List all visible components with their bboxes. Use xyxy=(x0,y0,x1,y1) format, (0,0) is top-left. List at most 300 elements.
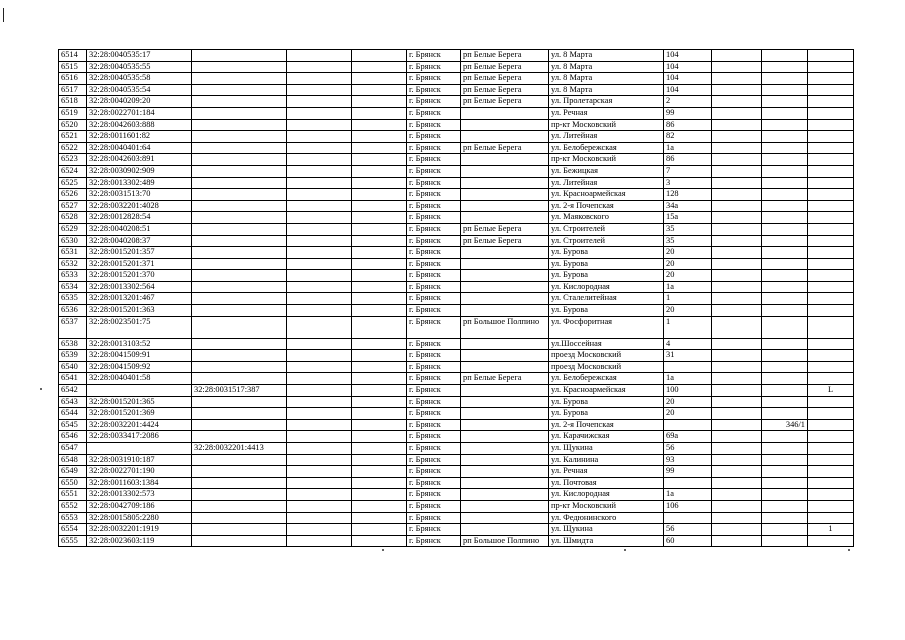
street-cell: ул.Шоссейная xyxy=(549,338,664,350)
scan-dust-mark xyxy=(624,549,626,551)
street-cell: ул. Бурова xyxy=(549,270,664,282)
cadastral-number-alt xyxy=(192,73,287,85)
street-cell: ул. Литейная xyxy=(549,131,664,143)
blank-cell xyxy=(712,281,762,293)
blank-cell xyxy=(287,443,352,455)
table-row xyxy=(59,477,854,489)
row-number: 6522 xyxy=(59,142,87,154)
blank-cell xyxy=(287,247,352,259)
city-cell: г. Брянск xyxy=(407,396,461,408)
street-cell: ул. Сталелитейная xyxy=(549,293,664,305)
cadastral-number-alt xyxy=(192,177,287,189)
blank-cell xyxy=(287,361,352,373)
note-cell xyxy=(808,50,854,62)
blank-cell xyxy=(287,477,352,489)
blank-cell xyxy=(287,466,352,478)
settlement-cell xyxy=(461,396,549,408)
blank-cell xyxy=(352,61,407,73)
table-row xyxy=(59,512,854,524)
house-number-cell: 20 xyxy=(664,247,712,259)
building-number-cell xyxy=(762,165,808,177)
city-cell: г. Брянск xyxy=(407,431,461,443)
street-cell: ул. Калинина xyxy=(549,454,664,466)
cadastral-number-alt xyxy=(192,223,287,235)
city-cell: г. Брянск xyxy=(407,119,461,131)
note-cell xyxy=(808,142,854,154)
cadastral-number-alt xyxy=(192,142,287,154)
table-row xyxy=(59,408,854,420)
city-cell: г. Брянск xyxy=(407,212,461,224)
blank-cell xyxy=(287,189,352,201)
blank-cell xyxy=(352,84,407,96)
city-cell: г. Брянск xyxy=(407,408,461,420)
house-number-cell: 35 xyxy=(664,223,712,235)
table-row xyxy=(59,165,854,177)
city-cell: г. Брянск xyxy=(407,524,461,536)
blank-cell xyxy=(352,50,407,62)
table-row xyxy=(59,177,854,189)
row-number: 6514 xyxy=(59,50,87,62)
row-number: 6515 xyxy=(59,61,87,73)
street-cell: ул. Карачижская xyxy=(549,431,664,443)
cadastral-number-alt xyxy=(192,338,287,350)
blank-cell xyxy=(352,270,407,282)
street-cell: ул. Почтовая xyxy=(549,477,664,489)
cadastral-number-alt xyxy=(192,281,287,293)
city-cell: г. Брянск xyxy=(407,177,461,189)
cadastral-number: 32:28:0013201:467 xyxy=(87,293,192,305)
cadastral-number-alt xyxy=(192,373,287,385)
blank-cell xyxy=(352,443,407,455)
blank-cell xyxy=(712,396,762,408)
blank-cell xyxy=(712,293,762,305)
street-cell: ул. Бурова xyxy=(549,305,664,317)
note-cell xyxy=(808,235,854,247)
cadastral-number-alt xyxy=(192,431,287,443)
building-number-cell xyxy=(762,154,808,166)
table-row xyxy=(59,524,854,536)
row-number: 6526 xyxy=(59,189,87,201)
house-number-cell: 1 xyxy=(664,316,712,338)
building-number-cell xyxy=(762,131,808,143)
table-row xyxy=(59,212,854,224)
settlement-cell xyxy=(461,200,549,212)
city-cell: г. Брянск xyxy=(407,61,461,73)
house-number-cell: 20 xyxy=(664,258,712,270)
house-number-cell: 20 xyxy=(664,305,712,317)
city-cell: г. Брянск xyxy=(407,443,461,455)
city-cell: г. Брянск xyxy=(407,373,461,385)
row-number: 6551 xyxy=(59,489,87,501)
cadastral-number: 32:28:0042603:888 xyxy=(87,119,192,131)
building-number-cell xyxy=(762,512,808,524)
cadastral-number: 32:28:0011601:82 xyxy=(87,131,192,143)
house-number-cell: 31 xyxy=(664,350,712,362)
note-cell xyxy=(808,293,854,305)
building-number-cell xyxy=(762,119,808,131)
settlement-cell: рп Белые Берега xyxy=(461,373,549,385)
table-row xyxy=(59,293,854,305)
note-cell xyxy=(808,431,854,443)
street-cell: ул. Белобережская xyxy=(549,142,664,154)
note-cell xyxy=(808,316,854,338)
house-number-cell: 93 xyxy=(664,454,712,466)
street-cell: ул. 8 Марта xyxy=(549,61,664,73)
settlement-cell xyxy=(461,431,549,443)
cadastral-number-alt xyxy=(192,454,287,466)
blank-cell xyxy=(352,396,407,408)
cadastral-number: 32:28:0040535:55 xyxy=(87,61,192,73)
cadastral-number-alt xyxy=(192,535,287,547)
cadastral-number-alt xyxy=(192,200,287,212)
city-cell: г. Брянск xyxy=(407,247,461,259)
blank-cell xyxy=(712,142,762,154)
blank-cell xyxy=(712,466,762,478)
street-cell: ул. Строителей xyxy=(549,223,664,235)
blank-cell xyxy=(352,466,407,478)
building-number-cell xyxy=(762,281,808,293)
settlement-cell: рп Белые Берега xyxy=(461,73,549,85)
row-number: 6536 xyxy=(59,305,87,317)
blank-cell xyxy=(287,535,352,547)
note-cell xyxy=(808,338,854,350)
building-number-cell xyxy=(762,338,808,350)
blank-cell xyxy=(712,200,762,212)
settlement-cell xyxy=(461,443,549,455)
blank-cell xyxy=(287,431,352,443)
house-number-cell: 100 xyxy=(664,385,712,397)
blank-cell xyxy=(712,247,762,259)
city-cell: г. Брянск xyxy=(407,305,461,317)
city-cell: г. Брянск xyxy=(407,466,461,478)
cadastral-number: 32:28:0031910:187 xyxy=(87,454,192,466)
house-number-cell: 35 xyxy=(664,235,712,247)
blank-cell xyxy=(287,500,352,512)
settlement-cell xyxy=(461,119,549,131)
street-cell: ул. Бурова xyxy=(549,258,664,270)
blank-cell xyxy=(287,107,352,119)
row-number: 6532 xyxy=(59,258,87,270)
house-number-cell: 104 xyxy=(664,61,712,73)
blank-cell xyxy=(287,223,352,235)
street-cell: ул. Фосфоритная xyxy=(549,316,664,338)
blank-cell xyxy=(712,61,762,73)
cadastral-number xyxy=(87,385,192,397)
note-cell xyxy=(808,131,854,143)
note-cell xyxy=(808,350,854,362)
building-number-cell xyxy=(762,477,808,489)
building-number-cell xyxy=(762,223,808,235)
cadastral-number: 32:28:0042709:186 xyxy=(87,500,192,512)
blank-cell xyxy=(712,165,762,177)
scan-dust-mark xyxy=(382,549,384,551)
blank-cell xyxy=(352,305,407,317)
house-number-cell: 3 xyxy=(664,177,712,189)
cadastral-number-alt xyxy=(192,154,287,166)
cadastral-number-alt xyxy=(192,350,287,362)
city-cell: г. Брянск xyxy=(407,512,461,524)
blank-cell xyxy=(712,477,762,489)
building-number-cell xyxy=(762,316,808,338)
settlement-cell xyxy=(461,131,549,143)
table-row xyxy=(59,385,854,397)
street-cell: ул. Бурова xyxy=(549,408,664,420)
building-number-cell xyxy=(762,489,808,501)
note-cell xyxy=(808,443,854,455)
note-cell xyxy=(808,96,854,108)
street-cell: ул. 8 Марта xyxy=(549,73,664,85)
street-cell: ул. Литейная xyxy=(549,177,664,189)
building-number-cell xyxy=(762,293,808,305)
blank-cell xyxy=(287,270,352,282)
blank-cell xyxy=(287,50,352,62)
street-cell: ул. Щукина xyxy=(549,524,664,536)
note-cell xyxy=(808,466,854,478)
house-number-cell xyxy=(664,512,712,524)
cadastral-number-alt: 32:28:0031517:387 xyxy=(192,385,287,397)
blank-cell xyxy=(287,73,352,85)
settlement-cell: рп Большое Полпино xyxy=(461,535,549,547)
note-cell xyxy=(808,200,854,212)
cadastral-number-alt xyxy=(192,61,287,73)
building-number-cell xyxy=(762,454,808,466)
cadastral-number: 32:28:0013302:564 xyxy=(87,281,192,293)
row-number: 6547 xyxy=(59,443,87,455)
row-number: 6546 xyxy=(59,431,87,443)
settlement-cell xyxy=(461,293,549,305)
note-cell: L xyxy=(808,385,854,397)
street-cell: ул. 2-я Почепская xyxy=(549,419,664,431)
blank-cell xyxy=(287,316,352,338)
blank-cell xyxy=(287,131,352,143)
cadastral-number: 32:28:0032201:4028 xyxy=(87,200,192,212)
house-number-cell: 7 xyxy=(664,165,712,177)
blank-cell xyxy=(712,350,762,362)
city-cell: г. Брянск xyxy=(407,223,461,235)
table-row xyxy=(59,443,854,455)
scan-dust-mark xyxy=(40,388,42,390)
settlement-cell: рп Белые Берега xyxy=(461,84,549,96)
cadastral-number-alt xyxy=(192,419,287,431)
blank-cell xyxy=(287,305,352,317)
city-cell: г. Брянск xyxy=(407,338,461,350)
settlement-cell xyxy=(461,408,549,420)
city-cell: г. Брянск xyxy=(407,500,461,512)
blank-cell xyxy=(712,431,762,443)
note-cell xyxy=(808,84,854,96)
blank-cell xyxy=(352,177,407,189)
blank-cell xyxy=(712,524,762,536)
cadastral-number: 32:28:0032201:1919 xyxy=(87,524,192,536)
street-cell: пр-кт Московский xyxy=(549,500,664,512)
blank-cell xyxy=(352,293,407,305)
building-number-cell xyxy=(762,84,808,96)
cadastral-number xyxy=(87,443,192,455)
table-row xyxy=(59,107,854,119)
note-cell xyxy=(808,500,854,512)
building-number-cell xyxy=(762,61,808,73)
blank-cell xyxy=(352,524,407,536)
blank-cell xyxy=(352,316,407,338)
blank-cell xyxy=(352,154,407,166)
city-cell: г. Брянск xyxy=(407,361,461,373)
table-row xyxy=(59,131,854,143)
blank-cell xyxy=(352,431,407,443)
city-cell: г. Брянск xyxy=(407,350,461,362)
note-cell xyxy=(808,258,854,270)
building-number-cell xyxy=(762,247,808,259)
row-number: 6539 xyxy=(59,350,87,362)
row-number: 6523 xyxy=(59,154,87,166)
city-cell: г. Брянск xyxy=(407,258,461,270)
row-number: 6527 xyxy=(59,200,87,212)
cadastral-number-alt xyxy=(192,212,287,224)
building-number-cell xyxy=(762,305,808,317)
building-number-cell xyxy=(762,189,808,201)
blank-cell xyxy=(352,131,407,143)
city-cell: г. Брянск xyxy=(407,200,461,212)
note-cell xyxy=(808,247,854,259)
blank-cell xyxy=(287,338,352,350)
cadastral-number-alt xyxy=(192,84,287,96)
cadastral-number-alt xyxy=(192,119,287,131)
blank-cell xyxy=(352,142,407,154)
blank-cell xyxy=(712,107,762,119)
table-row xyxy=(59,142,854,154)
cadastral-number-alt xyxy=(192,361,287,373)
blank-cell xyxy=(287,177,352,189)
cadastral-number-alt xyxy=(192,466,287,478)
house-number-cell: 104 xyxy=(664,73,712,85)
row-number: 6521 xyxy=(59,131,87,143)
row-number: 6553 xyxy=(59,512,87,524)
row-number: 6530 xyxy=(59,235,87,247)
blank-cell xyxy=(712,408,762,420)
cadastral-number: 32:28:0040535:17 xyxy=(87,50,192,62)
settlement-cell xyxy=(461,512,549,524)
city-cell: г. Брянск xyxy=(407,73,461,85)
table-row xyxy=(59,361,854,373)
row-number: 6528 xyxy=(59,212,87,224)
blank-cell xyxy=(712,535,762,547)
blank-cell xyxy=(712,338,762,350)
blank-cell xyxy=(352,408,407,420)
scan-edge-mark xyxy=(3,8,4,22)
cadastral-number-alt xyxy=(192,165,287,177)
blank-cell xyxy=(712,223,762,235)
city-cell: г. Брянск xyxy=(407,270,461,282)
blank-cell xyxy=(287,408,352,420)
table-row xyxy=(59,96,854,108)
cadastral-number: 32:28:0013103:52 xyxy=(87,338,192,350)
note-cell xyxy=(808,535,854,547)
building-number-cell xyxy=(762,385,808,397)
table-row xyxy=(59,431,854,443)
house-number-cell: 104 xyxy=(664,84,712,96)
table-row xyxy=(59,454,854,466)
blank-cell xyxy=(352,107,407,119)
building-number-cell xyxy=(762,270,808,282)
cadastral-number: 32:28:0023603:119 xyxy=(87,535,192,547)
house-number-cell xyxy=(664,477,712,489)
blank-cell xyxy=(352,512,407,524)
row-number: 6545 xyxy=(59,419,87,431)
blank-cell xyxy=(352,189,407,201)
city-cell: г. Брянск xyxy=(407,165,461,177)
building-number-cell: 346/1 xyxy=(762,419,808,431)
street-cell: пр-кт Московский xyxy=(549,119,664,131)
cadastral-number: 32:28:0013302:489 xyxy=(87,177,192,189)
table-row xyxy=(59,466,854,478)
note-cell xyxy=(808,396,854,408)
building-number-cell xyxy=(762,142,808,154)
blank-cell xyxy=(352,535,407,547)
blank-cell xyxy=(287,154,352,166)
settlement-cell xyxy=(461,466,549,478)
settlement-cell: рп Белые Берега xyxy=(461,96,549,108)
cadastral-number: 32:28:0040535:54 xyxy=(87,84,192,96)
settlement-cell xyxy=(461,154,549,166)
cadastral-number-alt xyxy=(192,477,287,489)
cadastral-number: 32:28:0040208:37 xyxy=(87,235,192,247)
table-row xyxy=(59,119,854,131)
street-cell: ул. Речная xyxy=(549,466,664,478)
note-cell xyxy=(808,177,854,189)
table-row xyxy=(59,489,854,501)
settlement-cell: рп Белые Берега xyxy=(461,142,549,154)
table-row xyxy=(59,247,854,259)
city-cell: г. Брянск xyxy=(407,489,461,501)
cadastral-number-alt xyxy=(192,189,287,201)
building-number-cell xyxy=(762,350,808,362)
city-cell: г. Брянск xyxy=(407,154,461,166)
blank-cell xyxy=(712,316,762,338)
blank-cell xyxy=(287,524,352,536)
street-cell: ул. Кислородная xyxy=(549,281,664,293)
house-number-cell: 1 xyxy=(664,293,712,305)
settlement-cell: рп Белые Берега xyxy=(461,50,549,62)
blank-cell xyxy=(712,489,762,501)
settlement-cell xyxy=(461,454,549,466)
cadastral-number: 32:28:0023501:75 xyxy=(87,316,192,338)
table-row xyxy=(59,316,854,338)
register-table xyxy=(58,49,854,547)
note-cell xyxy=(808,454,854,466)
cadastral-number: 32:28:0040208:51 xyxy=(87,223,192,235)
blank-cell xyxy=(352,73,407,85)
blank-cell xyxy=(352,212,407,224)
cadastral-number-alt xyxy=(192,500,287,512)
house-number-cell: 86 xyxy=(664,154,712,166)
city-cell: г. Брянск xyxy=(407,477,461,489)
table-row xyxy=(59,535,854,547)
blank-cell xyxy=(287,454,352,466)
row-number: 6516 xyxy=(59,73,87,85)
blank-cell xyxy=(712,512,762,524)
cadastral-number-alt xyxy=(192,408,287,420)
cadastral-number: 32:28:0015805:2280 xyxy=(87,512,192,524)
note-cell xyxy=(808,373,854,385)
note-cell xyxy=(808,419,854,431)
settlement-cell xyxy=(461,524,549,536)
cadastral-number: 32:28:0032201:4424 xyxy=(87,419,192,431)
cadastral-number-alt xyxy=(192,293,287,305)
note-cell xyxy=(808,408,854,420)
house-number-cell: 20 xyxy=(664,396,712,408)
blank-cell xyxy=(287,165,352,177)
blank-cell xyxy=(287,293,352,305)
settlement-cell xyxy=(461,350,549,362)
